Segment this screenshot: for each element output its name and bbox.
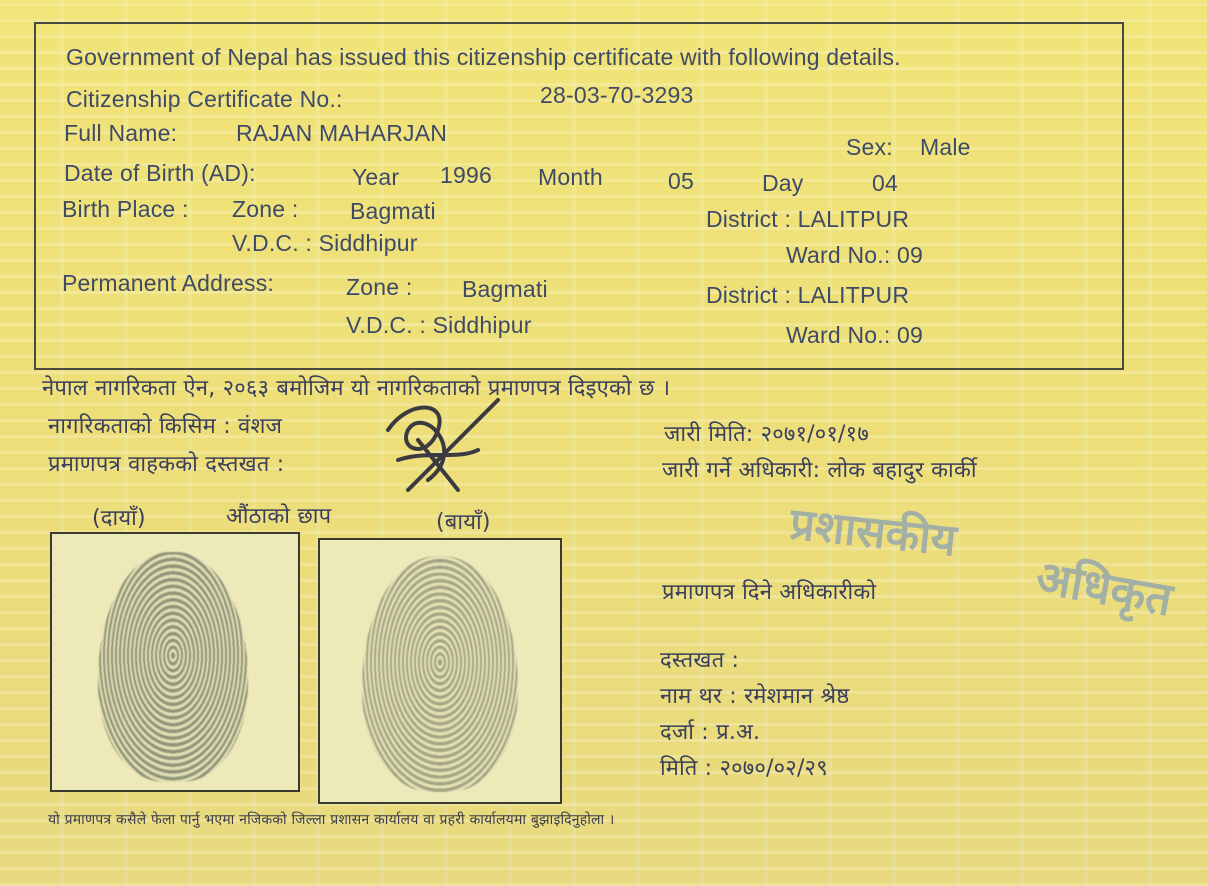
perm-vdc: V.D.C. : Siddhipur bbox=[346, 312, 532, 338]
birth-zone-value: Bagmati bbox=[350, 198, 436, 224]
day-value: 04 bbox=[872, 170, 898, 196]
officer-signature-label: दस्तखत : bbox=[660, 648, 740, 673]
perm-ward: Ward No.: 09 bbox=[786, 322, 924, 348]
birth-ward: Ward No.: 09 bbox=[786, 242, 924, 268]
birth-zone-label: Zone : bbox=[232, 196, 299, 222]
cert-no-value: 28-03-70-3293 bbox=[540, 82, 694, 108]
holder-signature-icon bbox=[368, 390, 508, 502]
birth-vdc: V.D.C. : Siddhipur bbox=[232, 230, 418, 256]
officer-date: मिति : २०७०/०२/२९ bbox=[660, 756, 828, 781]
birth-place-label: Birth Place : bbox=[62, 196, 189, 222]
sex-value: Male bbox=[920, 134, 971, 160]
month-value: 05 bbox=[668, 168, 694, 194]
officer-name: नाम थर : रमेशमान श्रेष्ठ bbox=[660, 684, 850, 709]
thumb-caption: औंठाको छाप bbox=[226, 504, 332, 529]
right-thumbprint-box bbox=[50, 532, 300, 792]
left-thumbprint-icon bbox=[362, 556, 518, 792]
left-thumbprint-box bbox=[318, 538, 562, 804]
month-label: Month bbox=[538, 164, 603, 190]
act-line: नेपाल नागरिकता ऐन, २०६३ बमोजिम यो नागरिकताको प्रमाणपत्र दिइएको छ । bbox=[42, 376, 671, 401]
year-value: 1996 bbox=[440, 162, 492, 188]
holder-signature-label: प्रमाणपत्र वाहकको दस्तखत : bbox=[48, 452, 285, 477]
day-label: Day bbox=[762, 170, 804, 196]
perm-zone-value: Bagmati bbox=[462, 276, 548, 302]
sex-label: Sex: bbox=[846, 134, 893, 160]
dob-label: Date of Birth (AD): bbox=[64, 160, 256, 186]
full-name-label: Full Name: bbox=[64, 120, 178, 146]
official-stamp-2: अधिकृत bbox=[1032, 549, 1177, 627]
issue-date: जारी मिति: २०७१/०१/१७ bbox=[664, 422, 869, 447]
thumb-left-label: (बायाँ) bbox=[436, 510, 491, 535]
citizenship-type: नागरिकताको किसिम : वंशज bbox=[48, 414, 283, 439]
perm-district: District : LALITPUR bbox=[706, 282, 910, 308]
permanent-address-label: Permanent Address: bbox=[62, 270, 274, 296]
officer-rank: दर्जा : प्र.अ. bbox=[660, 720, 761, 745]
officer-heading: प्रमाणपत्र दिने अधिकारीको bbox=[662, 580, 877, 605]
issuing-officer: जारी गर्ने अधिकारी: लोक बहादुर कार्की bbox=[662, 458, 977, 483]
footer-note: यो प्रमाणपत्र कसैले फेला पार्नु भएमा नजिकको जिल्ला प्रशासन कार्यालय वा प्रहरी कार्यालयमा बुझाइदिनुहोला । bbox=[48, 812, 615, 828]
birth-district: District : LALITPUR bbox=[706, 206, 910, 232]
details-frame bbox=[34, 22, 1124, 370]
official-stamp-1: प्रशासकीय bbox=[787, 498, 959, 567]
thumb-right-label: (दायाँ) bbox=[92, 506, 146, 531]
right-thumbprint-icon bbox=[98, 552, 248, 782]
year-label: Year bbox=[352, 164, 400, 190]
perm-zone-label: Zone : bbox=[346, 274, 413, 300]
cert-no-label: Citizenship Certificate No.: bbox=[66, 86, 343, 112]
full-name-value: RAJAN MAHARJAN bbox=[236, 120, 448, 146]
intro-text: Government of Nepal has issued this citizenship certificate with following details. bbox=[66, 44, 901, 70]
